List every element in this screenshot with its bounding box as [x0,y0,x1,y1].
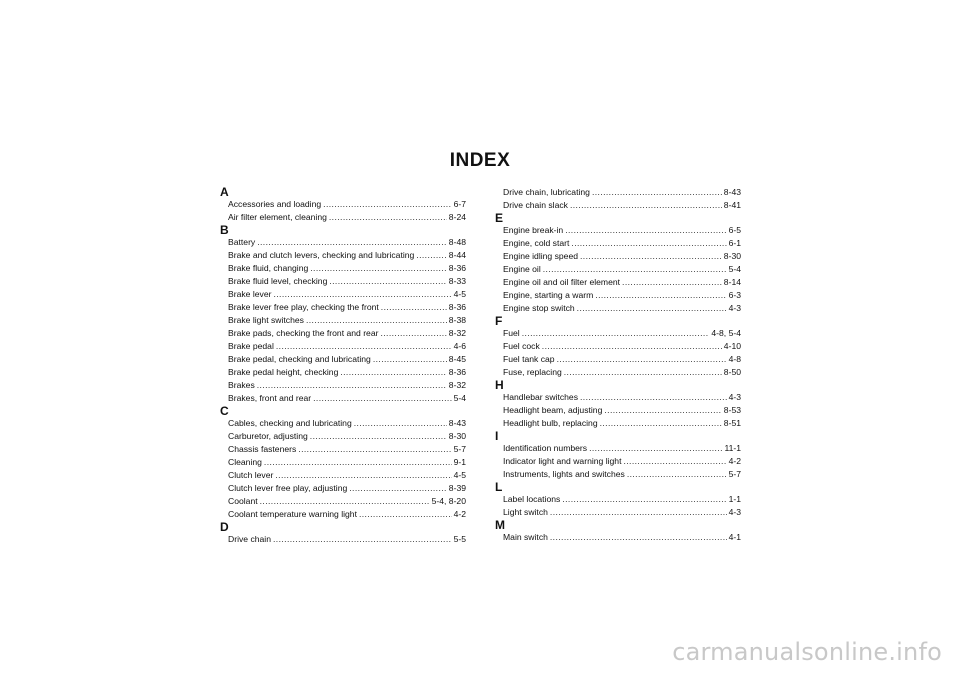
index-entry [495,302,741,315]
index-entry [495,276,741,289]
index-entry [220,495,466,508]
entry-label: Coolant [228,496,258,506]
index-entry [495,186,741,199]
index-column-left [220,186,466,546]
index-entry [220,379,466,392]
dot-leader [257,236,447,249]
dot-leader [522,327,710,340]
index-entry [220,456,466,469]
entry-page-ref: 8-51 [723,418,741,428]
entry-label: Handlebar switches [503,392,578,402]
dot-leader [627,468,727,481]
entry-label: Brake lever [228,289,272,299]
dot-leader [570,199,722,212]
index-entry [495,199,741,212]
entry-label: Cables, checking and lubricating [228,418,352,428]
index-entry [495,531,741,544]
index-entry [220,275,466,288]
entry-page-ref: 6-3 [728,290,741,300]
entry-page-ref: 8-14 [723,277,741,287]
dot-leader [329,275,446,288]
dot-leader [577,302,727,315]
index-entry [220,249,466,262]
index-entry [495,506,741,519]
dot-leader [550,506,727,519]
entry-label: Engine idling speed [503,251,579,261]
entry-page-ref: 5-7 [453,444,466,454]
dot-leader [543,263,727,276]
index-entry [495,263,741,276]
dot-leader [622,276,722,289]
entry-page-ref: 5-7 [728,469,741,479]
dot-leader [275,469,451,482]
entry-label: Engine stop switch [503,303,575,313]
entry-label: Engine oil [503,264,541,274]
index-entry [220,469,466,482]
entry-label: Brake pedal height, checking [228,367,339,377]
entry-page-ref: 4-10 [723,341,741,351]
dot-leader [313,392,451,405]
entry-label: Clutch lever free play, adjusting [228,483,348,493]
entry-page-ref: 5-4 [453,393,466,403]
entry-label: Identification numbers [503,443,588,453]
entry-label: Drive chain, lubricating [503,187,590,197]
entry-page-ref: 4-3 [728,507,741,517]
entry-label: Carburetor, adjusting [228,431,308,441]
entry-label: Engine, cold start [503,238,570,248]
entry-label: Fuel tank cap [503,354,555,364]
entry-page-ref: 5-5 [453,534,466,544]
entry-label: Fuel [503,328,520,338]
entry-page-ref: 5-4 [728,264,741,274]
dot-leader [557,353,727,366]
dot-leader [604,404,721,417]
index-entry [495,340,741,353]
entry-page-ref: 4-6 [453,341,466,351]
entry-page-ref: 9-1 [453,457,466,467]
entry-page-ref: 8-44 [448,250,466,260]
dot-leader [260,495,430,508]
dot-leader [306,314,447,327]
index-entry [495,468,741,481]
entry-page-ref: 11-1 [724,443,741,453]
section-letter: L [495,480,503,494]
index-entry [495,442,741,455]
entry-page-ref: 8-38 [448,315,466,325]
dot-leader [380,327,446,340]
entry-label: Fuse, replacing [503,367,562,377]
entry-page-ref: 8-36 [448,302,466,312]
dot-leader [550,531,727,544]
entry-label: Engine break-in [503,225,564,235]
dot-leader [298,443,451,456]
index-entry [495,289,741,302]
index-entry [220,314,466,327]
entry-label: Brake fluid, changing [228,263,309,273]
entry-label: Air filter element, cleaning [228,212,327,222]
entry-label: Brake lever free play, checking the front [228,302,379,312]
section-letter: H [495,378,504,392]
index-entry [495,353,741,366]
entry-page-ref: 8-32 [448,328,466,338]
dot-leader [565,224,726,237]
index-entry [495,417,741,430]
entry-page-ref: 4-8 [728,354,741,364]
entry-label: Headlight beam, adjusting [503,405,603,415]
dot-leader [323,198,451,211]
index-entry [220,327,466,340]
dot-leader [264,456,452,469]
dot-leader [589,442,722,455]
dot-leader [373,353,447,366]
dot-leader [562,493,726,506]
entry-page-ref: 4-1 [728,532,741,542]
entry-page-ref: 8-24 [448,212,466,222]
entry-label: Fuel cock [503,341,540,351]
index-entry [495,327,741,340]
index-entry [220,301,466,314]
index-entry [220,417,466,430]
page-title: INDEX [449,150,511,171]
entry-label: Engine oil and oil filter element [503,277,621,287]
entry-label: Instruments, lights and switches [503,469,625,479]
dot-leader [580,391,727,404]
index-entry [495,224,741,237]
dot-leader [381,301,447,314]
index-entry [220,340,466,353]
entry-page-ref: 4-5 [453,289,466,299]
index-entry [220,353,466,366]
entry-label: Accessories and loading [228,199,322,209]
entry-label: Engine, starting a warm [503,290,594,300]
entry-label: Label locations [503,494,561,504]
entry-label: Drive chain [228,534,271,544]
entry-page-ref: 4-8, 5-4 [711,328,741,338]
entry-page-ref: 6-1 [728,238,741,248]
entry-label: Coolant temperature warning light [228,509,357,519]
entry-page-ref: 4-3 [728,303,741,313]
entry-label: Chassis fasteners [228,444,297,454]
entry-label: Battery [228,237,256,247]
entry-page-ref: 4-3 [728,392,741,402]
index-column-right [495,186,741,544]
entry-page-ref: 8-32 [448,380,466,390]
entry-label: Brake fluid level, checking [228,276,328,286]
entry-label: Brake pads, checking the front and rear [228,328,379,338]
dot-leader [340,366,446,379]
dot-leader [542,340,722,353]
entry-label: Brake pedal [228,341,274,351]
dot-leader [416,249,446,262]
entry-label: Drive chain slack [503,200,568,210]
entry-page-ref: 8-50 [723,367,741,377]
index-entry [220,430,466,443]
index-entry [220,392,466,405]
dot-leader [359,508,452,521]
entry-page-ref: 8-41 [723,200,741,210]
entry-page-ref: 8-36 [448,263,466,273]
entry-page-ref: 8-33 [448,276,466,286]
entry-page-ref: 4-2 [453,509,466,519]
entry-label: Brake light switches [228,315,304,325]
dot-leader [354,417,447,430]
entry-page-ref: 8-45 [448,354,466,364]
entry-page-ref: 8-48 [448,237,466,247]
index-entry [220,366,466,379]
entry-label: Headlight bulb, replacing [503,418,598,428]
index-entry [495,404,741,417]
section-letter: B [220,223,229,237]
entry-page-ref: 6-7 [453,199,466,209]
dot-leader [564,366,722,379]
dot-leader [595,289,726,302]
entry-page-ref: 8-36 [448,367,466,377]
index-entry [495,455,741,468]
index-entry [220,211,466,224]
entry-label: Brake and clutch levers, checking and lubricating [228,250,415,260]
dot-leader [571,237,726,250]
index-entry [220,508,466,521]
section-letter: A [220,185,229,199]
dot-leader [580,250,722,263]
dot-leader [273,533,452,546]
section-letter: I [495,429,499,443]
index-entry [220,236,466,249]
index-entry [220,288,466,301]
dot-leader [623,455,726,468]
index-entry [220,443,466,456]
dot-leader [310,262,447,275]
dot-leader [257,379,447,392]
entry-label: Main switch [503,532,548,542]
dot-leader [310,430,447,443]
dot-leader [600,417,722,430]
dot-leader [273,288,451,301]
dot-leader [329,211,447,224]
entry-page-ref: 8-39 [448,483,466,493]
entry-label: Light switch [503,507,548,517]
entry-label: Brakes [228,380,255,390]
entry-page-ref: 4-2 [728,456,741,466]
section-letter: C [220,404,229,418]
entry-page-ref: 4-5 [453,470,466,480]
index-entry [495,493,741,506]
watermark: carmanualsonline.info [672,638,942,666]
entry-page-ref: 8-30 [723,251,741,261]
entry-label: Clutch lever [228,470,274,480]
section-letter: E [495,211,504,225]
entry-page-ref: 8-43 [448,418,466,428]
index-entry [220,198,466,211]
entry-label: Indicator light and warning light [503,456,622,466]
entry-page-ref: 8-43 [723,187,741,197]
section-letter: D [220,520,229,534]
dot-leader [592,186,722,199]
entry-page-ref: 8-53 [723,405,741,415]
entry-page-ref: 1-1 [728,494,741,504]
entry-page-ref: 6-5 [728,225,741,235]
section-letter: M [495,518,505,532]
entry-label: Brakes, front and rear [228,393,312,403]
dot-leader [276,340,452,353]
entry-label: Cleaning [228,457,262,467]
entry-label: Brake pedal, checking and lubricating [228,354,371,364]
dot-leader [349,482,447,495]
entry-page-ref: 5-4, 8-20 [431,496,466,506]
index-entry [220,262,466,275]
entry-page-ref: 8-30 [448,431,466,441]
section-letter: F [495,314,503,328]
index-entry [495,366,741,379]
index-entry [220,533,466,546]
index-entry [495,250,741,263]
index-entry [495,237,741,250]
index-entry [220,482,466,495]
index-entry [495,391,741,404]
